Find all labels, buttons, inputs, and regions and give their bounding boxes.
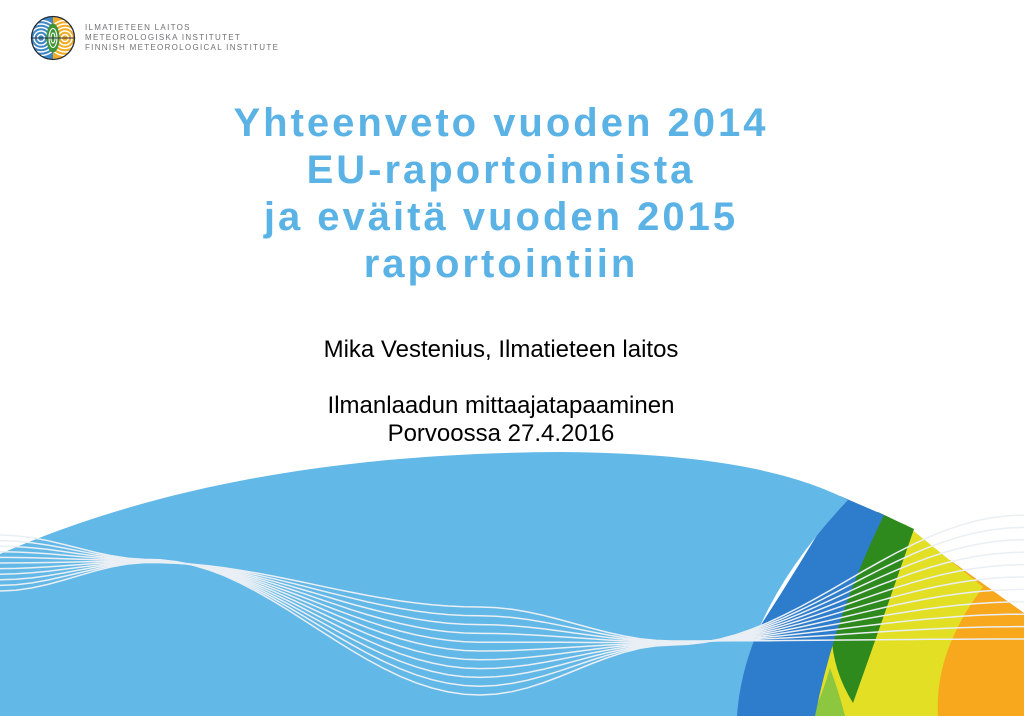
title-line-1: Yhteenveto vuoden 2014 [233,101,769,145]
fmi-logo [30,15,279,61]
logo-line-finnish: ILMATIETEEN LAITOS [85,23,191,32]
slide-title [0,100,1024,288]
title-line-3: ja eväitä vuoden 2015 [263,195,739,239]
event-info [0,392,1024,448]
title-line-4: raportointiin [363,242,639,286]
logo-wordmark [85,23,279,53]
author-line: Mika Vestenius, Ilmatieteen laitos [323,336,679,363]
event-line-1: Ilmanlaadun mittaajatapaaminen [327,392,675,419]
blue-dome [0,452,848,716]
event-line-2: Porvoossa 27.4.2016 [387,420,615,447]
logo-line-english: FINNISH METEOROLOGICAL INSTITUTE [85,43,280,52]
title-line-2: EU-raportoinnista [306,148,696,192]
logo-line-swedish: METEOROLOGISKA INSTITUTET [85,33,242,42]
fmi-globe-icon [30,15,76,61]
